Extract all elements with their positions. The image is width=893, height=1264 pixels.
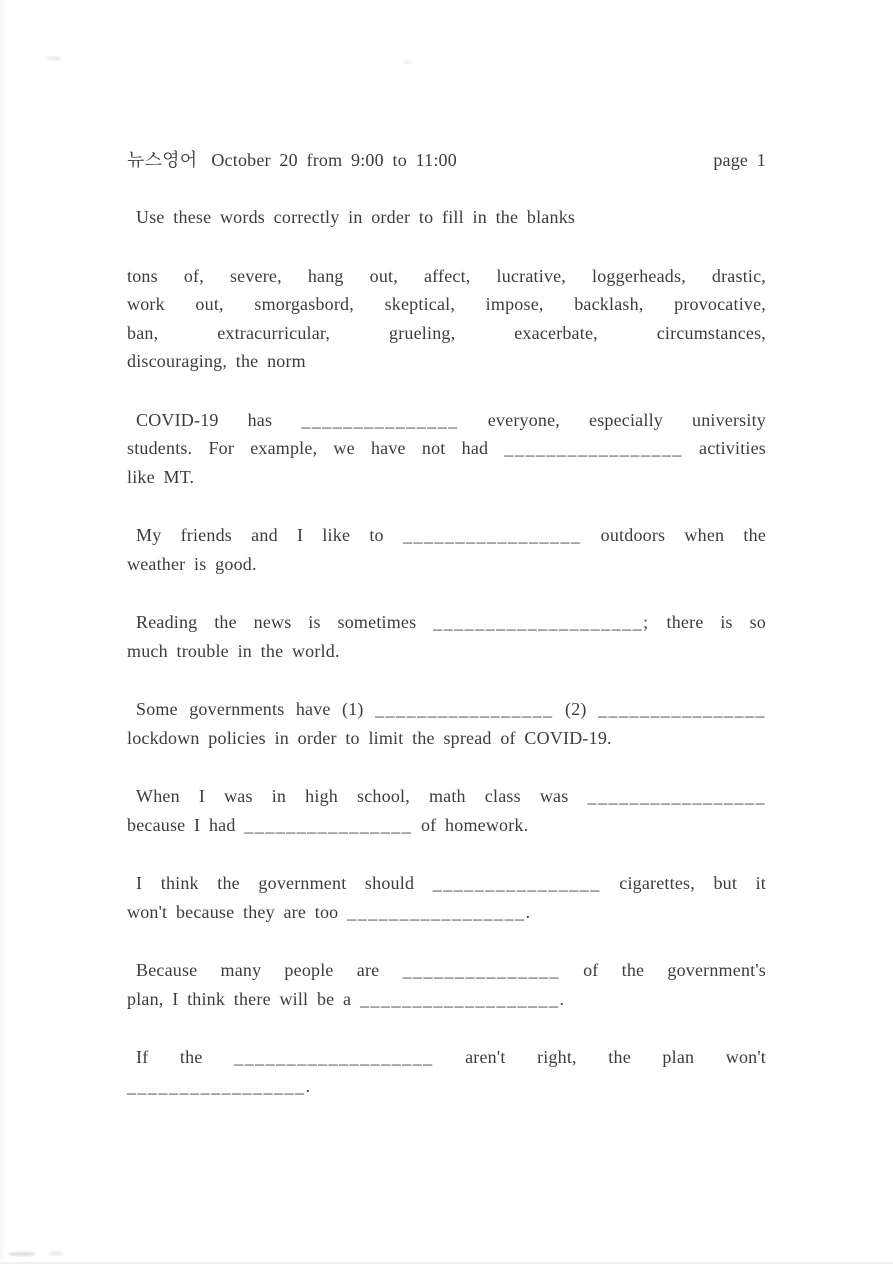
text-run: Reading the news is sometimes (136, 612, 417, 632)
text-run: because I had (127, 814, 236, 835)
word-bank-line: discouraging, the norm (127, 351, 306, 371)
word-bank-line: ban, extracurricular, grueling, exacerbate, circumstances, (127, 322, 766, 343)
blank-line: _______________ (402, 960, 560, 980)
blank-line: _________________. (347, 901, 532, 922)
exercise-line (127, 898, 766, 927)
text-run: If the (136, 1047, 203, 1067)
exercise-line (127, 463, 766, 492)
text-run: Some governments have (1) (136, 699, 364, 719)
exercise-line (127, 434, 766, 463)
text-run: there is so (666, 612, 766, 632)
text-run: of the government's (583, 960, 766, 980)
text-run: outdoors when the (600, 525, 767, 545)
exercise-line (127, 406, 766, 435)
exercise-line (127, 724, 766, 753)
scan-smudge (48, 1252, 64, 1255)
scan-smudge (403, 61, 412, 64)
page-header (127, 146, 766, 174)
exercise-line (127, 695, 766, 724)
exercise-line (127, 985, 766, 1014)
exercise-line (127, 811, 766, 840)
blank-line: _________________ (402, 525, 582, 545)
text-run: everyone, especially university (487, 409, 766, 430)
exercise-paragraph (127, 782, 766, 839)
word-bank (127, 262, 766, 376)
exercise-paragraph (127, 608, 766, 665)
text-run: students. For example, we have not had (127, 438, 489, 458)
exercise-list (127, 406, 766, 1101)
page-number: page 1 (713, 150, 766, 170)
blank-line: ___________________ (234, 1047, 434, 1067)
text-run: activities (699, 438, 767, 458)
text-run: When I was in high school, math class was (136, 786, 569, 806)
text-run: cigarettes, but it (619, 873, 766, 893)
exercise-line (127, 869, 766, 898)
word-bank-line: tons of, severe, hang out, affect, lucrative, loggerheads, drastic, (127, 265, 766, 286)
text-run: (2) (565, 699, 587, 719)
text-run: aren't right, the plan won't (465, 1047, 766, 1067)
blank-line: ________________ (432, 873, 601, 893)
blank-line: ___________________. (359, 988, 566, 1009)
blank-line: ________________ (244, 814, 413, 835)
blank-line: _________________ (504, 438, 683, 458)
scan-smudge (46, 57, 62, 60)
exercise-line (127, 1072, 766, 1101)
text-run: My friends and I like to (136, 525, 384, 545)
blank-line: ________________ (598, 699, 767, 719)
instruction-text: Use these words correctly in order to fill in the blanks (136, 207, 576, 227)
blank-line: _________________ (375, 699, 554, 719)
text-run: lockdown policies in order to limit the spread of COVID-19. (127, 727, 612, 748)
text-run: of homework. (420, 814, 529, 835)
exercise-line (127, 521, 766, 550)
header-left (127, 146, 457, 174)
blank-line: _________________ (587, 786, 767, 806)
text-run: I think the government should (136, 873, 415, 893)
scan-smudge (8, 1252, 36, 1256)
exercise-line (127, 608, 766, 637)
blank-line: _______________ (301, 409, 459, 430)
word-bank-line: work out, smorgasbord, skeptical, impose, backlash, provocative, (127, 294, 766, 314)
blank-line: ____________________; (433, 612, 650, 632)
exercise-paragraph (127, 1043, 766, 1100)
blank-line: _________________. (127, 1075, 312, 1096)
exercise-paragraph (127, 406, 766, 492)
exercise-paragraph (127, 869, 766, 926)
exercise-line (127, 550, 766, 579)
exercise-paragraph (127, 956, 766, 1013)
text-run: COVID-19 has (136, 409, 273, 430)
exercise-line (127, 782, 766, 811)
course-title: 뉴스영어 (127, 150, 198, 170)
exercise-paragraph (127, 521, 766, 578)
text-run: plan, I think there will be a (127, 988, 352, 1009)
text-run: weather is good. (127, 553, 257, 574)
exercise-line (127, 956, 766, 985)
exercise-line (127, 637, 766, 666)
exercise-paragraph (127, 695, 766, 752)
text-run: won't because they are too (127, 901, 339, 922)
text-run: like MT. (127, 466, 195, 487)
text-run: much trouble in the world. (127, 640, 340, 661)
exercise-line (127, 1043, 766, 1072)
text-run: Because many people are (136, 960, 380, 980)
session-datetime: October 20 from 9:00 to 11:00 (211, 150, 457, 170)
